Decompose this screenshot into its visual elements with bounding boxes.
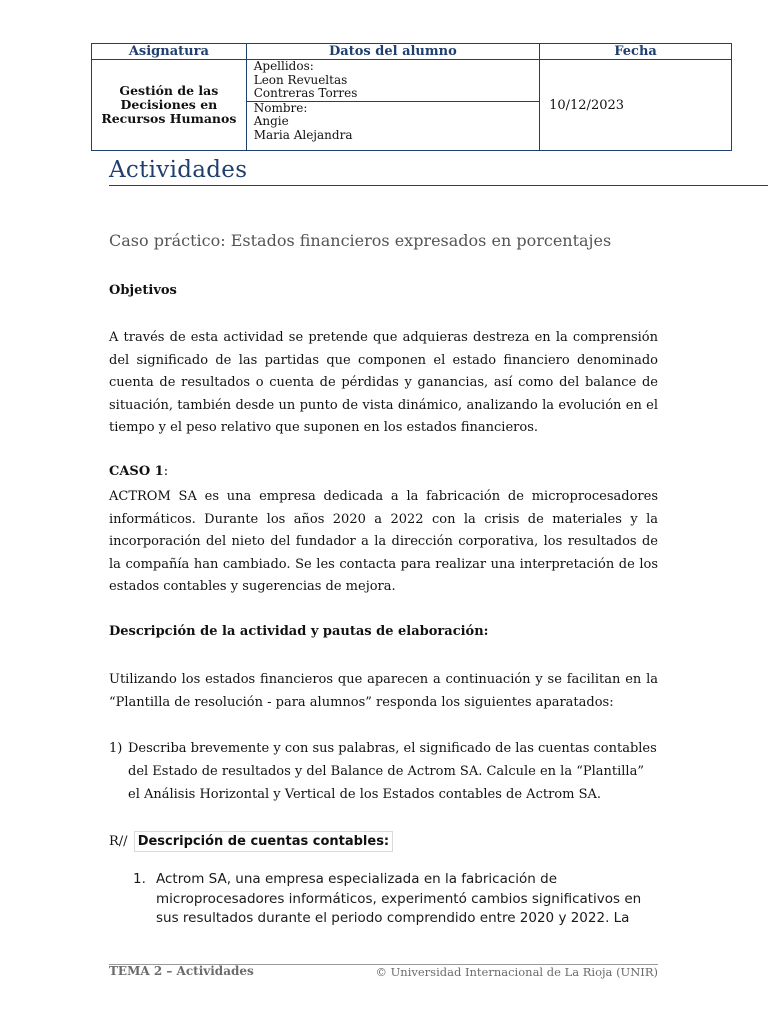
surname-block xyxy=(247,60,539,101)
footer-right: © Universidad Internacional de La Rioja (UNIR) xyxy=(375,965,658,979)
answer-item-number: 1. xyxy=(133,871,146,887)
date-cell: 10/12/2023 xyxy=(540,60,732,151)
description-label: Descripción de la actividad y pautas de elaboración: xyxy=(109,624,489,639)
question-text: Describa brevemente y con sus palabras, el significado de las cuentas contables del Estado de resultados y del Balance de Actrom SA. Calcule en la “Plantilla” el Análisis Horizontal y Vertical de los Estados contables de Actrom SA. xyxy=(128,741,657,802)
answer-prefix: R// xyxy=(109,834,128,849)
header-col-student: Datos del alumno xyxy=(246,44,539,60)
page-heading: Actividades xyxy=(109,157,248,183)
answer-item-text: Actrom SA, una empresa especializada en la fabricación de microprocesadores informáticos, experimentó cambios significativos en sus resultados durante el periodo comprendido entre 2020 y 2022. La xyxy=(156,871,642,926)
answer-title: Descripción de cuentas contables: xyxy=(134,831,393,852)
name-block xyxy=(247,101,539,143)
objectives-text: A través de esta actividad se pretende que adquieras destreza en la comprensión del significado de las partidas que componen el estado financiero denominado cuenta de resultados o cuenta de pérdidas y ganancias, así como del balance de situación, también desde un punto de vista dinámico, analizando la evolución en el tiempo y el peso relativo que suponen en los estados financieros. xyxy=(109,330,658,436)
description-text: Utilizando los estados financieros que aparecen a continuación y se facilitan en la “Plantilla de resolución - para alumnos” responda los siguientes aparatados: xyxy=(109,672,658,710)
page-subheading: Caso práctico: Estados financieros expresados en porcentajes xyxy=(109,231,612,250)
surname-label: Apellidos: xyxy=(253,59,314,73)
case-label-colon: : xyxy=(163,464,169,479)
student-cell xyxy=(246,60,539,151)
question-number: 1) xyxy=(109,741,123,756)
header-col-date: Fecha xyxy=(540,44,732,60)
header-col-subject: Asignatura xyxy=(92,44,247,60)
heading-rule xyxy=(109,185,768,186)
case-label-text: CASO 1 xyxy=(109,464,164,479)
surname-2: Contreras Torres xyxy=(253,86,358,100)
footer-left: TEMA 2 – Actividades xyxy=(109,964,254,978)
answer-line xyxy=(109,831,393,852)
name-label: Nombre: xyxy=(253,100,308,115)
name-1: Angie xyxy=(253,114,289,128)
name-2: Maria Alejandra xyxy=(253,127,353,142)
objectives-label: Objetivos xyxy=(109,283,177,298)
case-label xyxy=(109,464,168,479)
surname-1: Leon Revueltas xyxy=(253,72,348,87)
case-text: ACTROM SA es una empresa dedicada a la fabricación de microprocesadores informáticos. Durante los años 2020 a 2022 con la crisis de materiales y la incorporación del nieto del fundador a la dirección corporativa, los resultados de la compañía han cambiado. Se les contacta para realizar una interpretación de los estados contables y sugerencias de mejora. xyxy=(109,489,658,595)
answer-list-item xyxy=(133,870,653,929)
header-table xyxy=(91,43,732,151)
subject-cell: Gestión de las Decisiones en Recursos Humanos xyxy=(92,60,247,151)
question-item xyxy=(109,737,658,806)
